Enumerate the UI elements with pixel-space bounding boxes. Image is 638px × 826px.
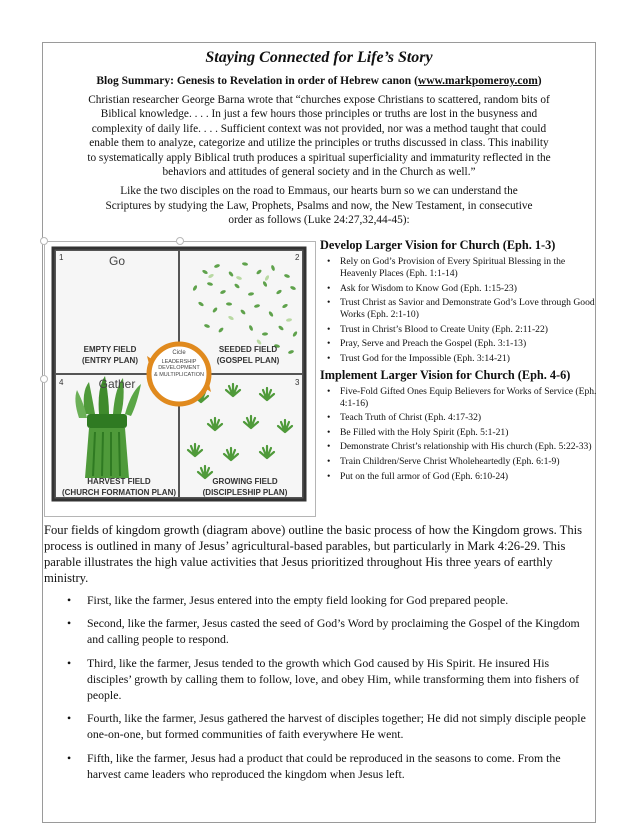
barna-quote: Christian researcher George Barna wrote that “churches expose Christians to scattered, random bits of Biblical knowledge. . . . In just a few hours those principles or truths are lost in the busyness and complexity of daily life. . . . Sufficient context was not provided, nor was a method taught that could enable them to analyze, categorize and utilize the principles or truths discussed in class. This inability to systematically apply Biblical truth produces a spiritual superficiality and immaturity reflected in the behaviors and attitudes of general society and in the Church as well.” bbox=[87, 94, 551, 179]
section-heading-develop: Develop Larger Vision for Church (Eph. 1-3) bbox=[320, 238, 556, 252]
seeded-field-caption bbox=[193, 344, 303, 366]
quadrant-number-3: 3 bbox=[295, 378, 300, 387]
list-item: • Third, like the farmer, Jesus tended to the growth which God caused by His Spirit. He insured His disciples’ growth by calling them to follow, love, and obey Him, while transforming them into fishers of people. bbox=[44, 655, 596, 704]
implement-list bbox=[318, 386, 598, 483]
quadrant-number-1: 1 bbox=[59, 253, 64, 262]
cycle-line-2: DEVELOPMENT bbox=[158, 365, 200, 371]
growing-field-title: GROWING FIELD bbox=[212, 477, 278, 486]
list-item: • Trust Christ as Savior and Demonstrate God’s Love through Good Works (Eph. 2:1-10) bbox=[318, 297, 598, 321]
quadrant-number-4: 4 bbox=[59, 378, 64, 387]
list-item: • Demonstrate Christ’s relationship with His church (Eph. 5:22-33) bbox=[318, 441, 598, 453]
list-item: • Trust in Christ’s Blood to Create Unity (Eph. 2:11-22) bbox=[318, 324, 598, 336]
list-item: • Pray, Serve and Preach the Gospel (Eph. 3:1-13) bbox=[318, 338, 598, 350]
farmer-points-list bbox=[44, 592, 596, 789]
develop-list bbox=[318, 256, 598, 365]
list-item: • Fifth, like the farmer, Jesus had a product that could be reproduced in the seasons to come. From the harvest came leaders who reproduced the kingdom when Jesus left. bbox=[44, 750, 596, 782]
list-item: • Rely on God’s Provision of Every Spiritual Blessing in the Heavenly Places (Eph. 1:1-14) bbox=[318, 256, 598, 280]
seeded-field-title: SEEDED FIELD bbox=[218, 345, 278, 354]
page-title: Staying Connected for Life’s Story bbox=[205, 49, 433, 66]
growing-field-caption bbox=[185, 476, 305, 498]
cycle-line-1: LEADERSHIP bbox=[161, 358, 197, 365]
list-item: • Trust God for the Impossible (Eph. 3:14-21) bbox=[318, 353, 598, 365]
list-item: • Fourth, like the farmer, Jesus gathered the harvest of disciples together; He did not simply disciple people one-on-one, but formed communities of faith everywhere He went. bbox=[44, 710, 596, 742]
list-item: • Put on the full armor of God (Eph. 6:10-24) bbox=[318, 471, 598, 483]
subtitle-prefix: Blog Summary: Genesis to Revelation in order of Hebrew canon ( bbox=[96, 75, 418, 87]
gather-label: Gather bbox=[98, 377, 136, 391]
empty-field-title: EMPTY FIELD bbox=[83, 345, 137, 354]
four-fields-diagram bbox=[44, 241, 316, 517]
list-item: • Be Filled with the Holy Spirit (Eph. 5:1-21) bbox=[318, 427, 598, 439]
empty-field-subtitle: (ENTRY PLAN) bbox=[82, 356, 138, 365]
subtitle-suffix: ) bbox=[537, 75, 542, 87]
four-fields-paragraph: Four fields of kingdom growth (diagram above) outline the basic process of how the Kingdom grows. This process is outlined in many of Jesus’ agricultural-based parables, but particularly in Mark 4:26-29. This parable illustrates the high value activities that Jesus prioritized throughout His three years of earthly ministry. bbox=[44, 523, 583, 585]
emmaus-intro: Like the two disciples on the road to Emmaus, our hearts burn so we can understand the Scriptures by studying the Law, Prophets, Psalms and now, the New Testament, in consecutive order as follows (Luke 24:27,32,44-45): bbox=[105, 185, 533, 227]
harvest-field-title: HARVEST FIELD bbox=[87, 477, 151, 486]
list-item: • Train Children/Serve Christ Wholeheartedly (Eph. 6:1-9) bbox=[318, 456, 598, 468]
blog-subtitle bbox=[43, 75, 595, 87]
cycle-top-label: Cicle bbox=[172, 350, 186, 356]
go-label: Go bbox=[108, 254, 125, 268]
ephesians-outline bbox=[318, 238, 598, 485]
harvest-field-subtitle: (CHURCH FORMATION PLAN) bbox=[61, 488, 177, 497]
list-item: • Second, like the farmer, Jesus casted the seed of God’s Word by proclaiming the Gospel of the Kingdom and calling people to respond. bbox=[44, 615, 596, 647]
cycle-line-3: & MULTIPLICATION bbox=[154, 371, 204, 378]
header-section bbox=[43, 43, 595, 236]
list-item: • Ask for Wisdom to Know God (Eph. 1:15-23) bbox=[318, 283, 598, 295]
list-item: • Five-Fold Gifted Ones Equip Believers for Works of Service (Eph. 4:1-16) bbox=[318, 386, 598, 410]
growing-field-subtitle: (DISCIPLESHIP PLAN) bbox=[202, 488, 288, 497]
list-item: • First, like the farmer, Jesus entered into the empty field looking for God prepared people. bbox=[44, 592, 596, 608]
quadrant-number-2: 2 bbox=[295, 253, 300, 262]
cycle-label bbox=[149, 350, 209, 378]
list-item: • Teach Truth of Christ (Eph. 4:17-32) bbox=[318, 412, 598, 424]
blog-link[interactable]: www.markpomeroy.com bbox=[417, 75, 538, 87]
harvest-field-caption bbox=[55, 476, 183, 498]
section-heading-implement: Implement Larger Vision for Church (Eph. 4-6) bbox=[320, 367, 571, 382]
seeded-field-subtitle: (GOSPEL PLAN) bbox=[216, 356, 280, 365]
